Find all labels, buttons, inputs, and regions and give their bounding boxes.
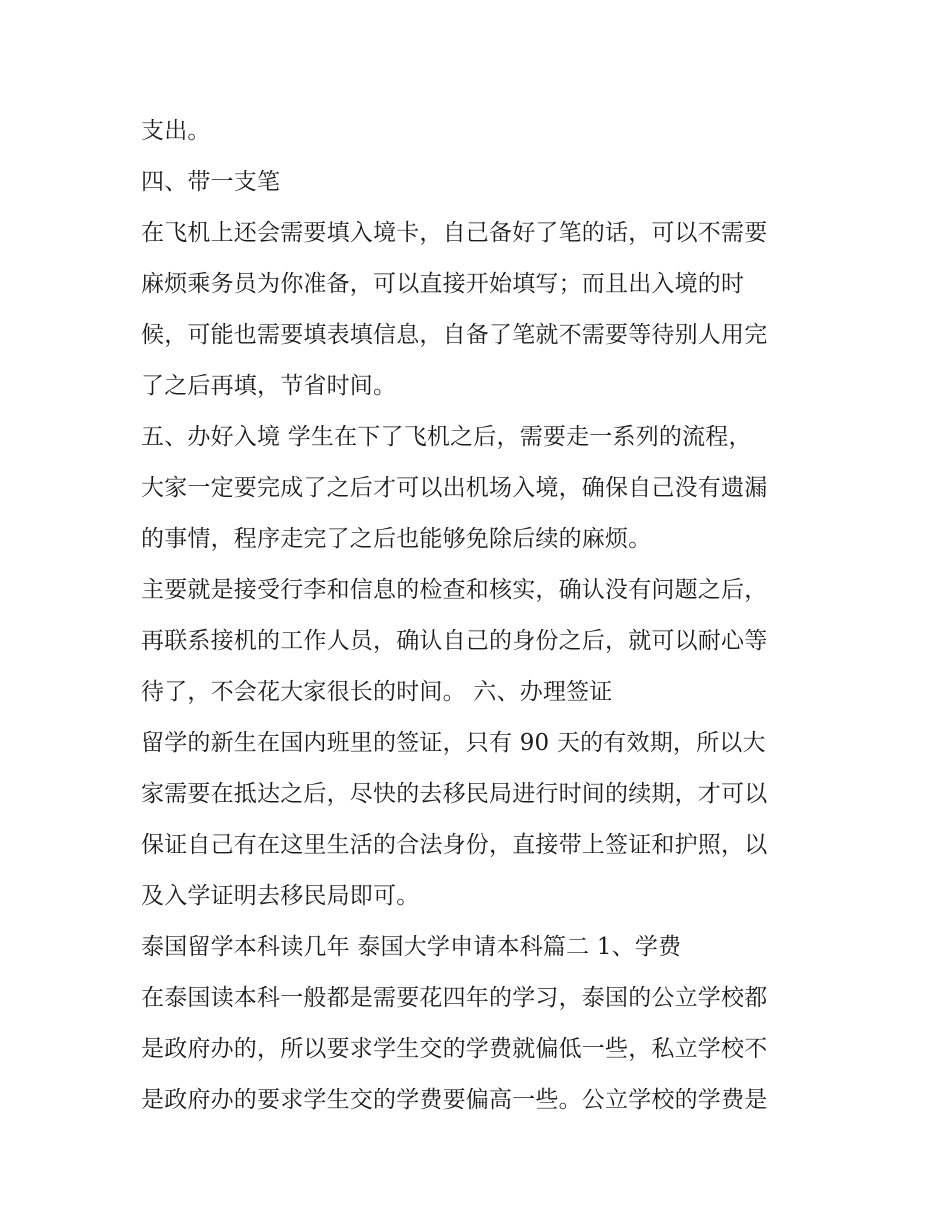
- section-heading: 四、带一支笔: [141, 169, 281, 195]
- text-line: 麻烦乘务员为你准备，可以直接开始填写；而且出入境的时: [141, 271, 745, 297]
- document-body: [141, 106, 821, 1126]
- text-line: 在泰国读本科一般都是需要花四年的学习，泰国的公立学校都: [141, 985, 768, 1011]
- text-line: 家需要在抵达之后，尽快的去移民局进行时间的续期，才可以: [141, 781, 768, 807]
- text-line: 保证自己有在这里生活的合法身份，直接带上签证和护照，以: [141, 832, 768, 858]
- text-line: 及入学证明去移民局即可。: [141, 883, 420, 909]
- text-line: 主要就是接受行李和信息的检查和核实，确认没有问题之后，: [141, 577, 768, 603]
- text-line: 的事情，程序走完了之后也能够免除后续的麻烦。: [141, 526, 652, 552]
- text-line: 再联系接机的工作人员，确认自己的身份之后，就可以耐心等: [141, 628, 768, 654]
- text-line: 大家一定要完成了之后才可以出机场入境，确保自己没有遗漏: [141, 475, 768, 501]
- text-line: 候，可能也需要填表填信息，自备了笔就不需要等待别人用完: [141, 322, 768, 348]
- text-line: 留学的新生在国内班里的签证，只有 90 天的有效期，所以大: [141, 730, 766, 756]
- text-line: 是政府办的，所以要求学生交的学费就偏低一些，私立学校不: [141, 1036, 768, 1062]
- text-line: 是政府办的要求学生交的学费要偏高一些。公立学校的学费是: [141, 1087, 768, 1113]
- text-line: 支出。: [141, 118, 211, 144]
- text-line: 五、办好入境 学生在下了飞机之后，需要走一系列的流程，: [141, 424, 752, 450]
- text-line: 了之后再填，节省时间。: [141, 373, 397, 399]
- text-line: 待了，不会花大家很长的时间。 六、办理签证: [141, 679, 613, 705]
- text-line: 泰国留学本科读几年 泰国大学申请本科篇二 1、学费: [141, 934, 682, 960]
- text-line: 在飞机上还会需要填入境卡，自己备好了笔的话，可以不需要: [141, 220, 768, 246]
